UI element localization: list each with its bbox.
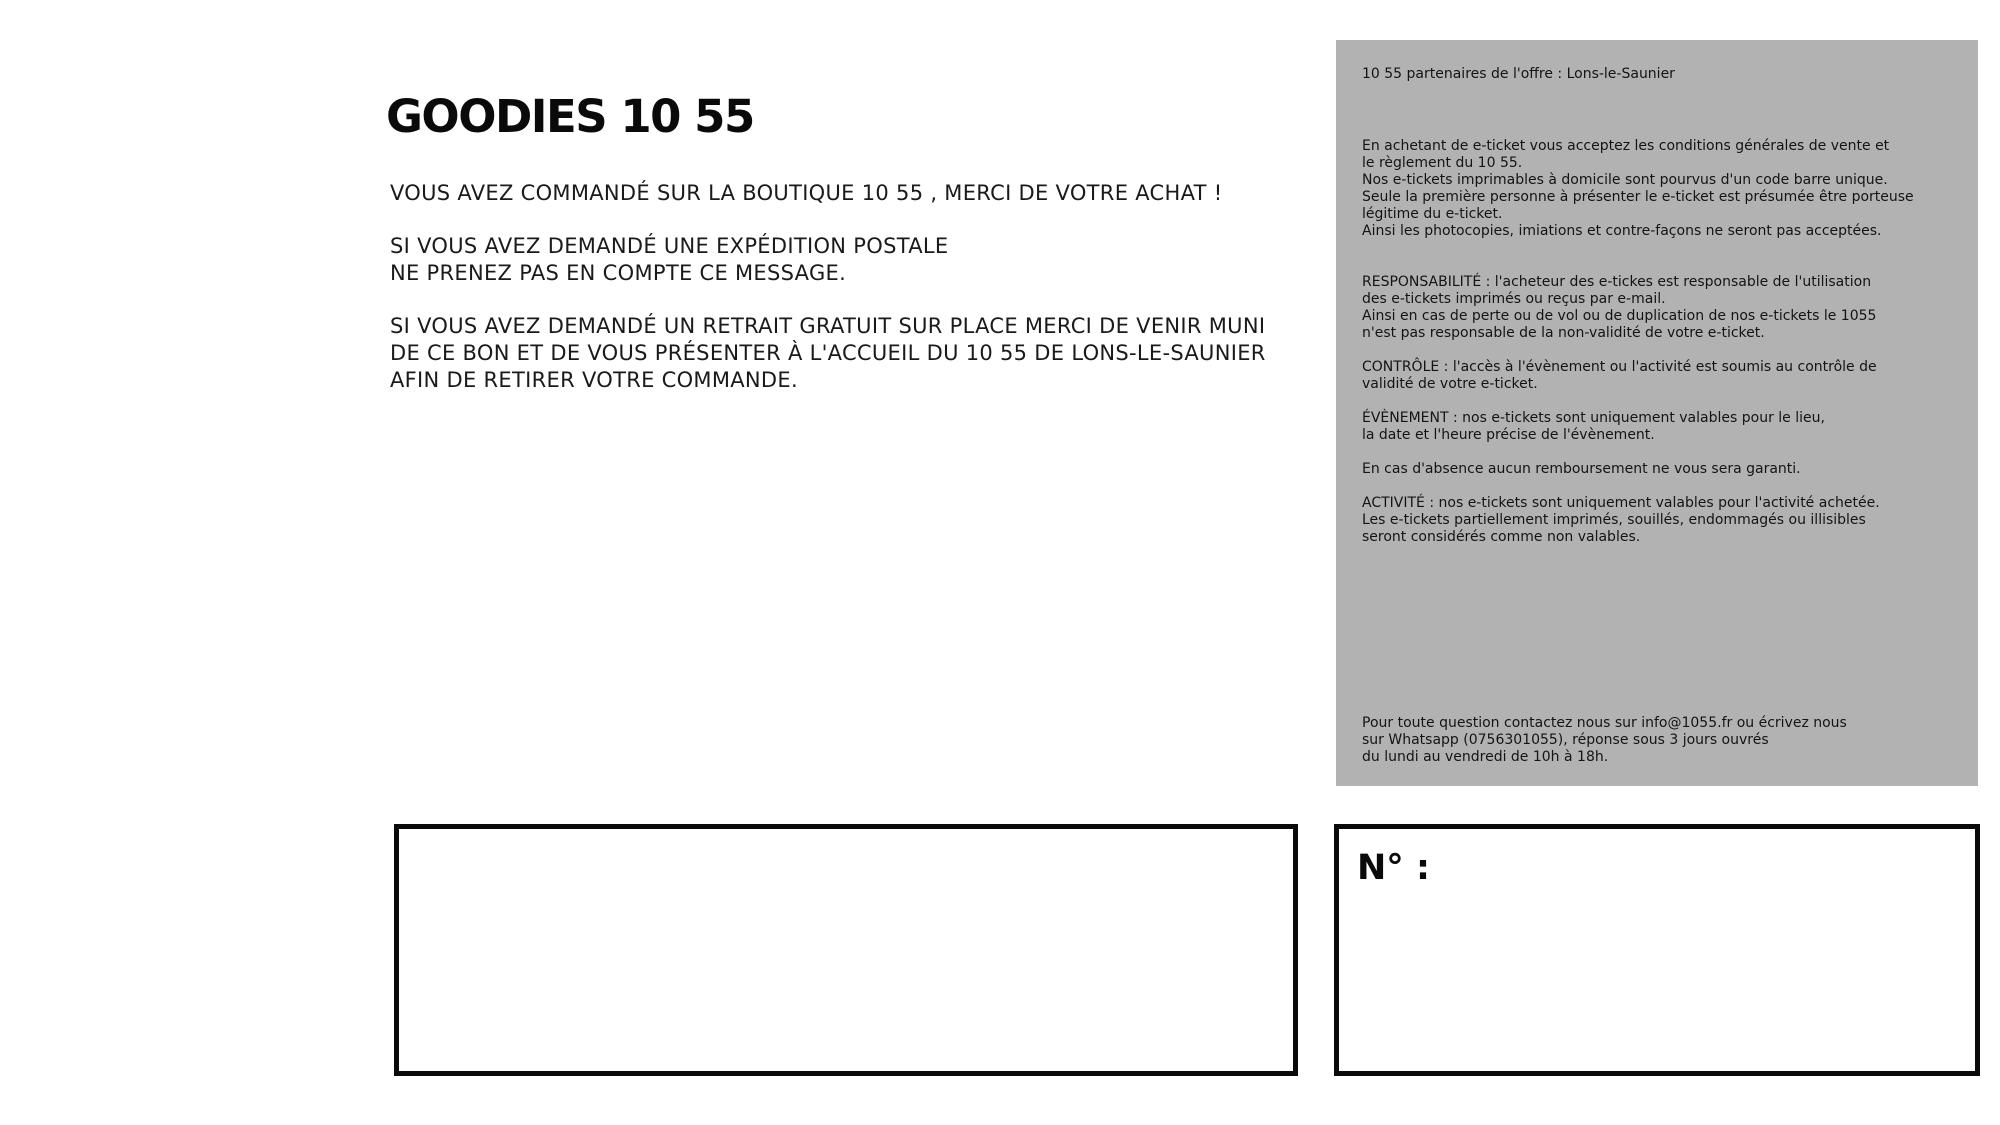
order-number-box (1334, 824, 1980, 1076)
order-confirmation-message (390, 180, 1310, 420)
message-line: SI VOUS AVEZ DEMANDÉ UNE EXPÉDITION POSTALE (390, 234, 949, 258)
terms-line: 10 55 partenaires de l'offre : Lons-le-Saunier (1362, 66, 1675, 82)
message-line: DE CE BON ET DE VOUS PRÉSENTER À L'ACCUEIL DU 10 55 DE LONS-LE-SAUNIER (390, 341, 1266, 365)
terms-line: validité de votre e-ticket. (1362, 376, 1538, 392)
terms-line: ÉVÈNEMENT : nos e-tickets sont uniquement valables pour le lieu, (1362, 410, 1825, 426)
thank-you-paragraph (390, 180, 1310, 207)
absence-section (1362, 461, 1978, 478)
responsibility-section (1362, 274, 1978, 342)
order-number-label: N° : (1357, 848, 1430, 888)
postal-shipping-paragraph (390, 233, 1310, 287)
message-line: VOUS AVEZ COMMANDÉ SUR LA BOUTIQUE 10 55 , MERCI DE VOTRE ACHAT ! (390, 181, 1223, 205)
terms-line: Seule la première personne à présenter le e-ticket est présumée être porteuse (1362, 189, 1914, 205)
message-line: AFIN DE RETIRER VOTRE COMMANDE. (390, 368, 798, 392)
terms-line: RESPONSABILITÉ : l'acheteur des e-tickes est responsable de l'utilisation (1362, 274, 1872, 290)
terms-line: Ainsi les photocopies, imiations et contre-façons ne seront pas acceptées. (1362, 223, 1882, 239)
terms-line: du lundi au vendredi de 10h à 18h. (1362, 749, 1609, 765)
terms-line: En cas d'absence aucun remboursement ne vous sera garanti. (1362, 461, 1801, 477)
event-section (1362, 410, 1978, 444)
terms-line: ACTIVITÉ : nos e-tickets sont uniquement valables pour l'activité achetée. (1362, 495, 1880, 511)
message-line: SI VOUS AVEZ DEMANDÉ UN RETRAIT GRATUIT SUR PLACE MERCI DE VENIR MUNI (390, 314, 1266, 338)
control-section (1362, 359, 1978, 393)
partners-info (1362, 66, 1978, 83)
terms-line: n'est pas responsable de la non-validité de votre e-ticket. (1362, 325, 1765, 341)
terms-line: le règlement du 10 55. (1362, 155, 1523, 171)
terms-line: En achetant de e-ticket vous acceptez les conditions générales de vente et (1362, 138, 1890, 154)
page-title: GOODIES 10 55 (386, 90, 754, 143)
message-line: NE PRENEZ PAS EN COMPTE CE MESSAGE. (390, 261, 847, 285)
terms-line: Pour toute question contactez nous sur info@1055.fr ou écrivez nous (1362, 715, 1847, 731)
terms-line: légitime du e-ticket. (1362, 206, 1503, 222)
terms-line: CONTRÔLE : l'accès à l'évènement ou l'activité est soumis au contrôle de (1362, 359, 1877, 375)
terms-line: Les e-tickets partiellement imprimés, souillés, endommagés ou illisibles (1362, 512, 1866, 528)
terms-panel (1336, 40, 1978, 786)
terms-line: la date et l'heure précise de l'évènement. (1362, 427, 1655, 443)
contact-info (1362, 715, 1847, 766)
terms-line: sur Whatsapp (0756301055), réponse sous 3 jours ouvrés (1362, 732, 1769, 748)
terms-line: seront considérés comme non valables. (1362, 529, 1641, 545)
terms-line: Nos e-tickets imprimables à domicile sont pourvus d'un code barre unique. (1362, 172, 1888, 188)
terms-line: des e-tickets imprimés ou reçus par e-mail. (1362, 291, 1666, 307)
pickup-paragraph (390, 313, 1310, 394)
terms-of-sale (1362, 138, 1978, 240)
activity-section (1362, 495, 1978, 546)
terms-line: Ainsi en cas de perte ou de vol ou de duplication de nos e-tickets le 1055 (1362, 308, 1877, 324)
customer-info-box (394, 824, 1298, 1076)
